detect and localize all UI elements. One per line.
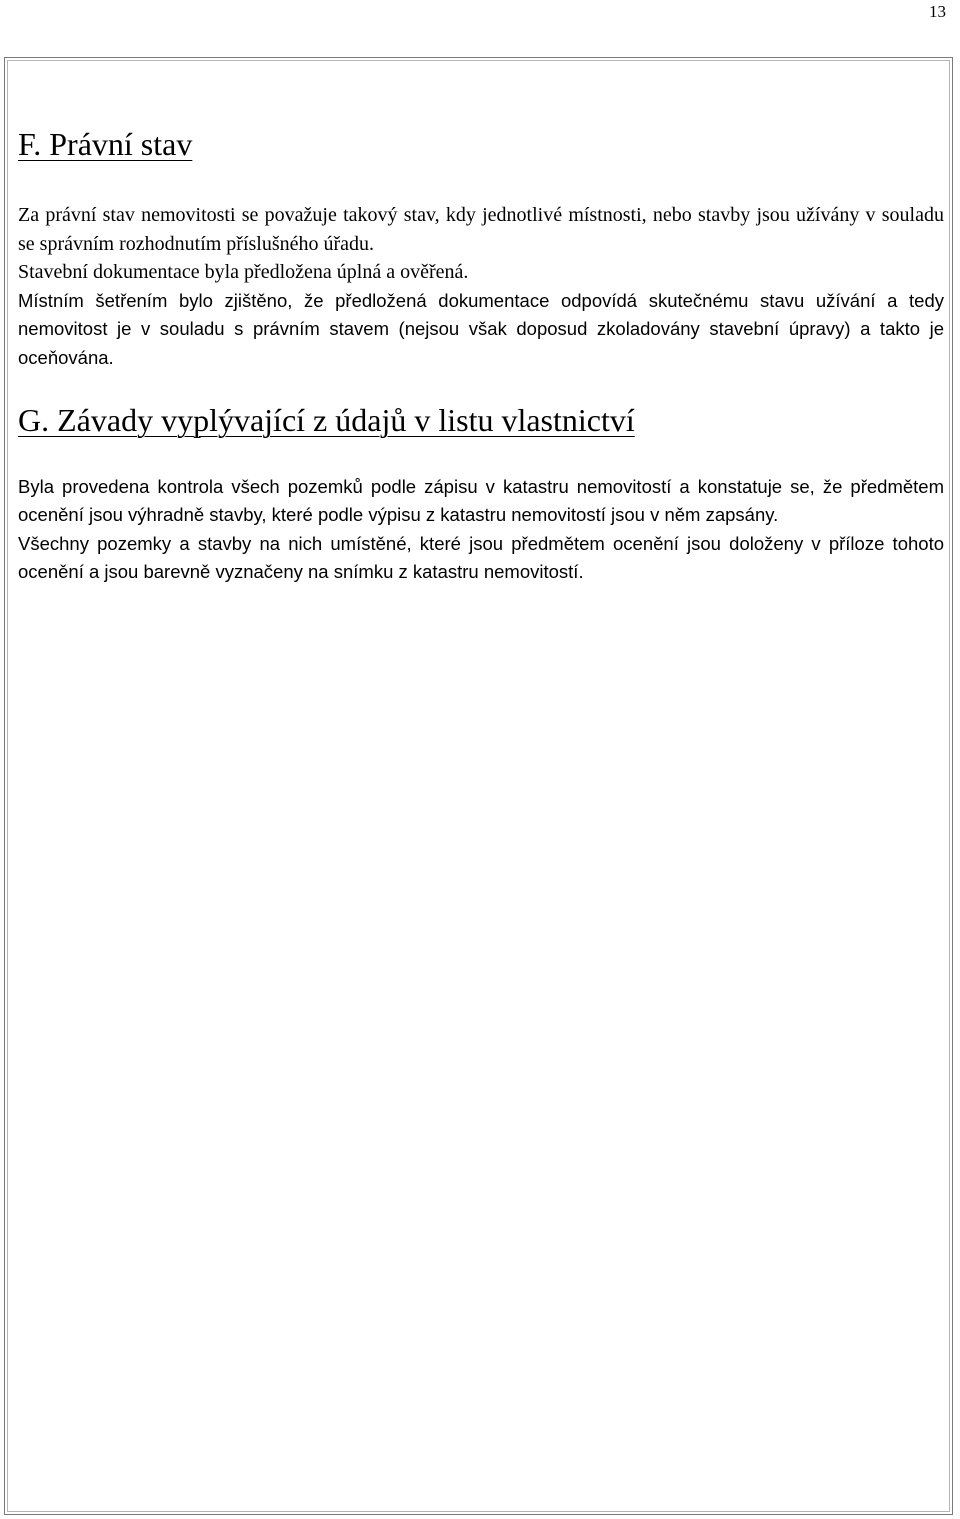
section-g-paragraph-2: Všechny pozemky a stavby na nich umístěné, které jsou předmětem ocenění jsou doloženy v příloze tohoto ocenění a jsou barevně vyznačeny na snímku z katastru nemovitostí. [18, 532, 944, 583]
page-number: 13 [929, 2, 946, 21]
section-f-paragraph-1: Za právní stav nemovitosti se považuje takový stav, kdy jednotlivé místnosti, nebo stavby jsou užívány v souladu se správním rozhodnutím příslušného úřadu. [18, 204, 944, 255]
section-g-heading: G. Závady vyplývající z údajů v listu vlastnictví [18, 401, 635, 438]
section-g-paragraph-1: Byla provedena kontrola všech pozemků podle zápisu v katastru nemovitostí a konstatuje se, že předmětem ocenění jsou výhradně stavby, které podle výpisu z katastru nemovitostí jsou v něm zapsány. [18, 475, 944, 526]
section-f-heading: F. Právní stav [18, 126, 193, 162]
document-body [18, 124, 944, 587]
section-f-paragraph-3: Místním šetřením bylo zjištěno, že předložená dokumentace odpovídá skutečnému stavu užívání a tedy nemovitost je v souladu s právním stavem (nejsou však doposud zkoladovány stavební úpravy) a takto je oceňována. [18, 289, 944, 368]
section-f-paragraph-2: Stavební dokumentace byla předložena úplná a ověřená. [18, 261, 469, 284]
